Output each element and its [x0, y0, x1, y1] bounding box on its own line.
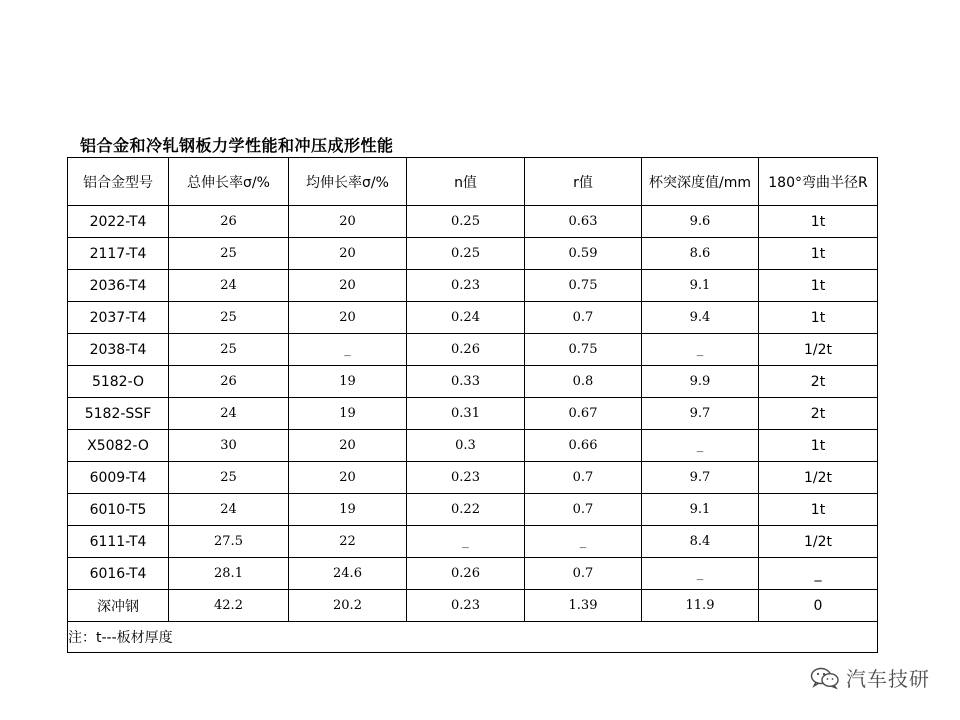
cell-bend-radius: 1/2t [759, 526, 878, 558]
cell-r-value: 0.7 [525, 302, 642, 334]
wechat-icon [810, 666, 840, 690]
properties-table [67, 157, 878, 653]
cell-cupping-depth: _ [642, 558, 759, 590]
page-title: 铝合金和冷轧钢板力学性能和冲压成形性能 [80, 136, 394, 155]
cell-r-value: 0.7 [525, 558, 642, 590]
cell-total-elongation: 26 [169, 206, 289, 238]
cell-alloy-model: 6016-T4 [68, 558, 169, 590]
cell-uniform-elongation: 19 [289, 494, 407, 526]
cell-cupping-depth: 11.9 [642, 590, 759, 622]
table-row [68, 270, 878, 302]
cell-alloy-model: 5182-SSF [68, 398, 169, 430]
cell-cupping-depth: _ [642, 430, 759, 462]
cell-total-elongation: 27.5 [169, 526, 289, 558]
cell-total-elongation: 24 [169, 270, 289, 302]
cell-bend-radius: 1t [759, 238, 878, 270]
table-row [68, 462, 878, 494]
cell-n-value: 0.23 [407, 270, 525, 302]
cell-n-value: _ [407, 526, 525, 558]
header-r-value: r值 [525, 158, 642, 206]
cell-cupping-depth: 9.1 [642, 494, 759, 526]
cell-total-elongation: 25 [169, 302, 289, 334]
cell-alloy-model: 6111-T4 [68, 526, 169, 558]
cell-r-value: 0.8 [525, 366, 642, 398]
cell-alloy-model: 2117-T4 [68, 238, 169, 270]
cell-uniform-elongation: 20.2 [289, 590, 407, 622]
cell-n-value: 0.24 [407, 302, 525, 334]
cell-r-value: 1.39 [525, 590, 642, 622]
cell-bend-radius: _ [759, 558, 878, 590]
cell-n-value: 0.26 [407, 558, 525, 590]
cell-uniform-elongation: 20 [289, 430, 407, 462]
cell-r-value: 0.67 [525, 398, 642, 430]
cell-cupping-depth: 9.6 [642, 206, 759, 238]
cell-alloy-model: 6010-T5 [68, 494, 169, 526]
cell-cupping-depth: 9.7 [642, 398, 759, 430]
cell-alloy-model: 5182-O [68, 366, 169, 398]
table-row [68, 398, 878, 430]
cell-total-elongation: 42.2 [169, 590, 289, 622]
header-n-value: n值 [407, 158, 525, 206]
cell-r-value: 0.63 [525, 206, 642, 238]
cell-total-elongation: 25 [169, 238, 289, 270]
cell-total-elongation: 25 [169, 334, 289, 366]
cell-bend-radius: 2t [759, 398, 878, 430]
cell-bend-radius: 1t [759, 494, 878, 526]
cell-r-value: 0.7 [525, 462, 642, 494]
cell-n-value: 0.3 [407, 430, 525, 462]
cell-total-elongation: 25 [169, 462, 289, 494]
cell-alloy-model: 6009-T4 [68, 462, 169, 494]
table-row [68, 366, 878, 398]
cell-bend-radius: 2t [759, 366, 878, 398]
header-alloy-model: 铝合金型号 [68, 158, 169, 206]
cell-r-value: 0.66 [525, 430, 642, 462]
header-cupping-depth: 杯突深度值/mm [642, 158, 759, 206]
table-row [68, 558, 878, 590]
cell-bend-radius: 1t [759, 206, 878, 238]
cell-alloy-model: X5082-O [68, 430, 169, 462]
header-bend-radius: 180°弯曲半径R [759, 158, 878, 206]
cell-uniform-elongation: 19 [289, 398, 407, 430]
cell-alloy-model: 2036-T4 [68, 270, 169, 302]
cell-n-value: 0.22 [407, 494, 525, 526]
cell-cupping-depth: 8.4 [642, 526, 759, 558]
cell-n-value: 0.25 [407, 206, 525, 238]
cell-r-value: 0.75 [525, 270, 642, 302]
cell-uniform-elongation: 22 [289, 526, 407, 558]
cell-cupping-depth: 8.6 [642, 238, 759, 270]
cell-n-value: 0.25 [407, 238, 525, 270]
cell-cupping-depth: 9.9 [642, 366, 759, 398]
cell-alloy-model: 2037-T4 [68, 302, 169, 334]
cell-uniform-elongation: 20 [289, 206, 407, 238]
cell-total-elongation: 26 [169, 366, 289, 398]
cell-n-value: 0.33 [407, 366, 525, 398]
table-row [68, 526, 878, 558]
cell-uniform-elongation: _ [289, 334, 407, 366]
table-note-row [68, 622, 878, 653]
cell-r-value: _ [525, 526, 642, 558]
cell-alloy-model: 深冲钢 [68, 590, 169, 622]
header-total-elongation: 总伸长率σ/% [169, 158, 289, 206]
cell-cupping-depth: 9.4 [642, 302, 759, 334]
cell-uniform-elongation: 20 [289, 302, 407, 334]
cell-total-elongation: 28.1 [169, 558, 289, 590]
cell-uniform-elongation: 24.6 [289, 558, 407, 590]
cell-alloy-model: 2022-T4 [68, 206, 169, 238]
cell-bend-radius: 0 [759, 590, 878, 622]
cell-bend-radius: 1t [759, 430, 878, 462]
table-row [68, 302, 878, 334]
header-uniform-elongation: 均伸长率σ/% [289, 158, 407, 206]
cell-r-value: 0.59 [525, 238, 642, 270]
cell-total-elongation: 24 [169, 494, 289, 526]
cell-r-value: 0.75 [525, 334, 642, 366]
cell-total-elongation: 24 [169, 398, 289, 430]
table-row [68, 590, 878, 622]
cell-bend-radius: 1/2t [759, 334, 878, 366]
watermark [810, 663, 930, 692]
table-row [68, 206, 878, 238]
cell-r-value: 0.7 [525, 494, 642, 526]
cell-cupping-depth: 9.7 [642, 462, 759, 494]
cell-alloy-model: 2038-T4 [68, 334, 169, 366]
cell-n-value: 0.23 [407, 590, 525, 622]
cell-n-value: 0.31 [407, 398, 525, 430]
cell-bend-radius: 1/2t [759, 462, 878, 494]
cell-cupping-depth: _ [642, 334, 759, 366]
cell-bend-radius: 1t [759, 270, 878, 302]
table-row [68, 430, 878, 462]
cell-total-elongation: 30 [169, 430, 289, 462]
cell-uniform-elongation: 20 [289, 462, 407, 494]
cell-cupping-depth: 9.1 [642, 270, 759, 302]
table-header-row [68, 158, 878, 206]
cell-uniform-elongation: 20 [289, 270, 407, 302]
cell-bend-radius: 1t [759, 302, 878, 334]
cell-n-value: 0.23 [407, 462, 525, 494]
watermark-text: 汽车技研 [846, 667, 930, 691]
cell-uniform-elongation: 20 [289, 238, 407, 270]
cell-uniform-elongation: 19 [289, 366, 407, 398]
table-note: 注：t---板材厚度 [68, 622, 878, 653]
table-row [68, 334, 878, 366]
table-row [68, 494, 878, 526]
cell-n-value: 0.26 [407, 334, 525, 366]
table-row [68, 238, 878, 270]
